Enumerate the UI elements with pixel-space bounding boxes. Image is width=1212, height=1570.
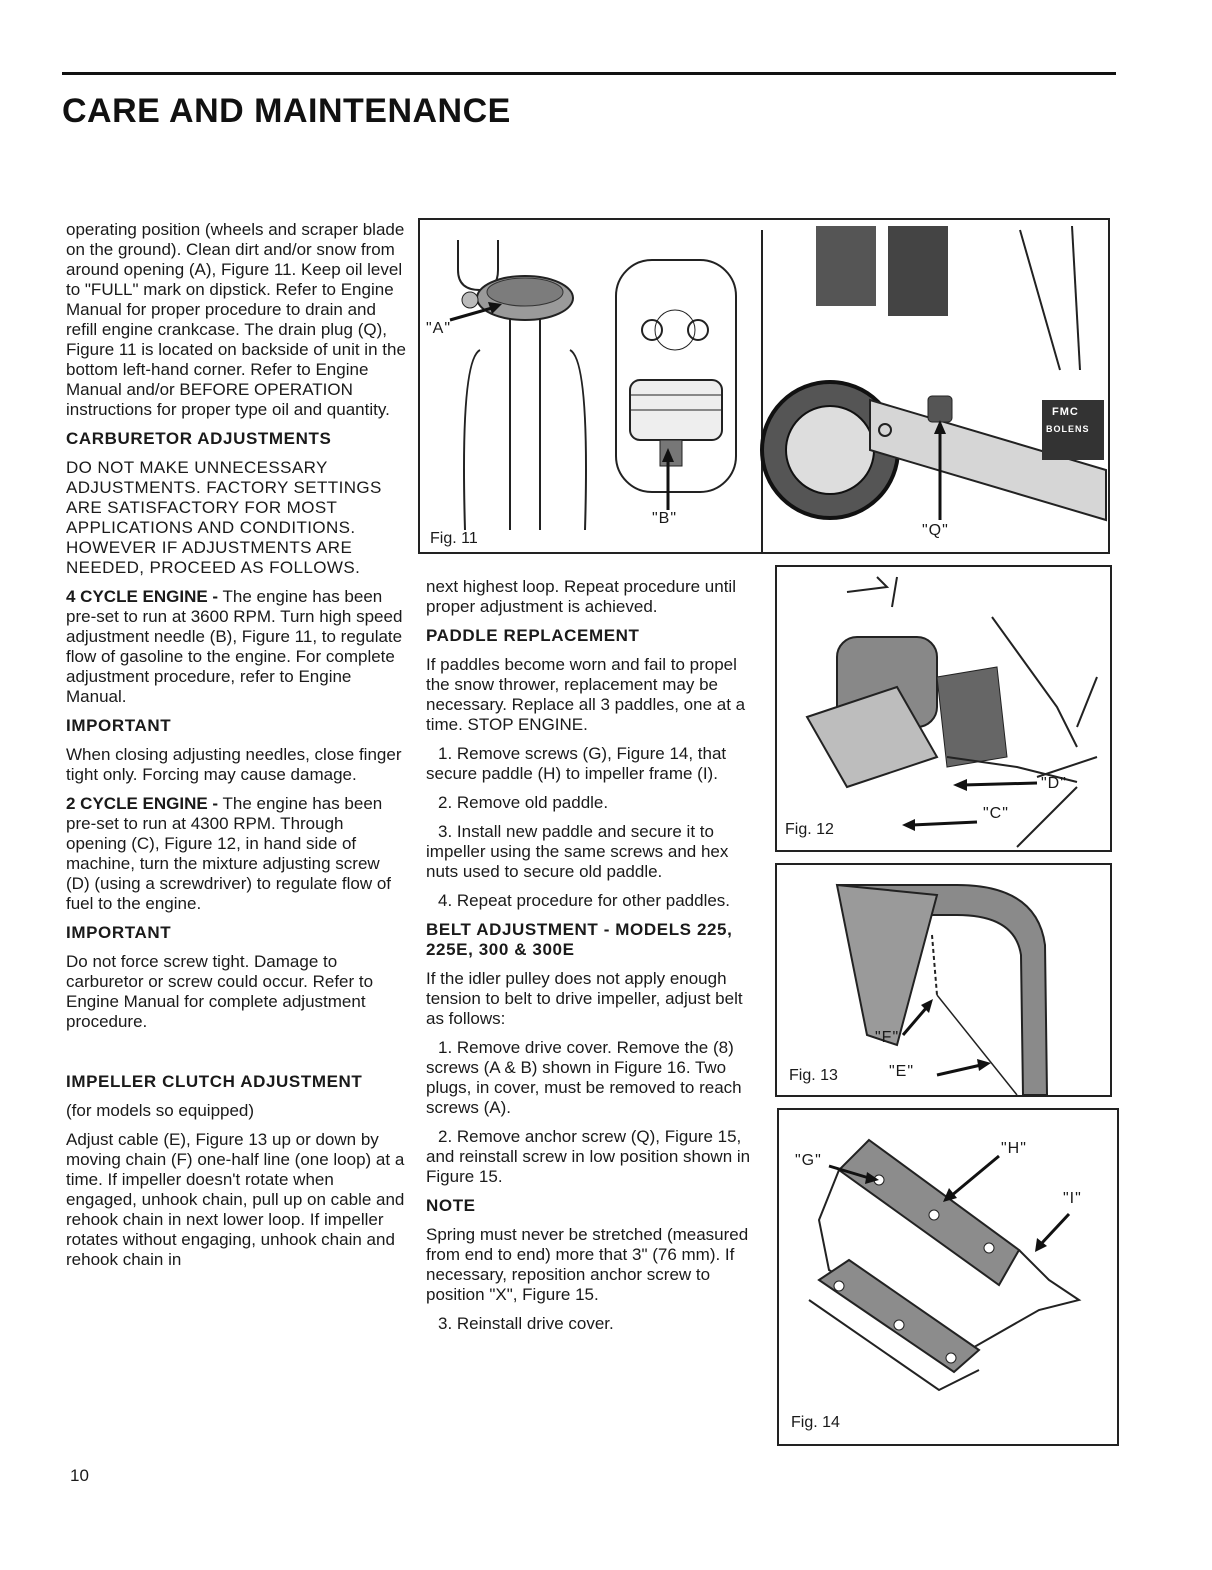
paddle-intro: If paddles become worn and fail to propel the snow thrower, replacement may be necessary. Replace all 3 paddles, one at a time. STOP ENGINE.	[426, 655, 746, 734]
important-heading-1: IMPORTANT	[66, 716, 172, 735]
figure-12-label-d: "D"	[1041, 775, 1067, 792]
important-text-2: Do not force screw tight. Damage to carburetor or screw could occur. Refer to Engine Manual for complete adjustment procedure.	[66, 952, 374, 1031]
paddle-step-2: 2. Remove old paddle.	[438, 793, 609, 812]
page-title: CARE AND MAINTENANCE	[62, 92, 511, 130]
four-cycle-lead: 4 CYCLE ENGINE -	[66, 587, 219, 606]
belt-step-2: 2. Remove anchor screw (Q), Figure 15, and reinstall screw in low position shown in Figure 15.	[426, 1127, 751, 1186]
figure-11-badge-bolens: BOLENS	[1046, 424, 1090, 434]
figure-13	[775, 863, 1112, 1097]
impeller-clutch-heading: IMPELLER CLUTCH ADJUSTMENT	[66, 1072, 363, 1091]
important-text-1: When closing adjusting needles, close finger tight only. Forcing may cause damage.	[66, 745, 402, 784]
cable-adjust-paragraph: Adjust cable (E), Figure 13 up or down by moving chain (F) one-half line (one loop) at a time. If impeller doesn't rotate when engaged, unhook chain, pull up on cable and rehook chain in next lower loop. If impeller rotates without engaging, unhook chain and rehook chain in	[66, 1130, 405, 1269]
belt-step-3: 3. Reinstall drive cover.	[438, 1314, 614, 1333]
figure-12-illustration	[777, 567, 1110, 850]
figure-12-label-c: "C"	[983, 805, 1009, 822]
note-text: Spring must never be stretched (measured from end to end) more that 3" (76 mm). If necessary, reposition anchor screw to position "X", Figure 15.	[426, 1225, 749, 1304]
figure-14	[777, 1108, 1119, 1446]
carburetor-heading: CARBURETOR ADJUSTMENTS	[66, 429, 332, 448]
figure-13-label-e: "E"	[889, 1063, 915, 1080]
figure-13-illustration	[777, 865, 1110, 1095]
four-cycle-paragraph	[66, 587, 406, 707]
adjustment-warning: DO NOT MAKE UNNECESSARY ADJUSTMENTS. FACTORY SETTINGS ARE SATISFACTORY FOR MOST APPLICATIONS AND CONDITIONS. HOWEVER IF ADJUSTMENTS ARE NEEDED, PROCEED AS FOLLOWS.	[66, 458, 382, 577]
two-cycle-paragraph	[66, 794, 406, 914]
belt-intro: If the idler pulley does not apply enough tension to belt to drive impeller, adjust belt as follows:	[426, 969, 743, 1028]
paddle-step-1: 1. Remove screws (G), Figure 14, that secure paddle (H) to impeller frame (I).	[426, 744, 727, 783]
two-cycle-text: The engine has been pre-set to run at 4300 RPM. Through opening (C), Figure 12, in hand side of machine, turn the mixture adjusting screw (D) (using a screwdriver) to regulate flow of fuel to the engine.	[66, 794, 392, 913]
paddle-step-4: 4. Repeat procedure for other paddles.	[438, 891, 731, 910]
figure-14-label-i: "I"	[1063, 1190, 1082, 1207]
figure-11-label-b: "B"	[652, 510, 678, 527]
figure-11-badge-fmc: FMC	[1052, 406, 1079, 418]
figure-14-caption: Fig. 14	[791, 1414, 840, 1431]
figure-11-caption: Fig. 11	[430, 530, 478, 547]
figure-12-caption: Fig. 12	[785, 821, 834, 838]
figure-11	[418, 218, 1110, 554]
left-text-column	[66, 220, 406, 1279]
note-heading: NOTE	[426, 1196, 476, 1215]
middle-text-column	[426, 577, 756, 1343]
figure-13-caption: Fig. 13	[789, 1067, 838, 1084]
figure-14-illustration	[779, 1110, 1117, 1444]
belt-step-1: 1. Remove drive cover. Remove the (8) screws (A & B) shown in Figure 16. Two plugs, in cover, must be removed to reach screws (A).	[426, 1038, 742, 1117]
important-heading-2: IMPORTANT	[66, 923, 172, 942]
figure-12	[775, 565, 1112, 852]
belt-adjustment-heading: BELT ADJUSTMENT - MODELS 225, 225E, 300 & 300E	[426, 920, 733, 959]
four-cycle-text: The engine has been pre-set to run at 3600 RPM. Turn high speed adjustment needle (B), Figure 11, to regulate flow of gasoline to the engine. For complete adjustment procedure, refer to Engine Manual.	[66, 587, 403, 706]
continued-paragraph: next highest loop. Repeat procedure until proper adjustment is achieved.	[426, 577, 736, 616]
models-note: (for models so equipped)	[66, 1101, 255, 1120]
figure-11-label-a: "A"	[426, 320, 452, 337]
figure-13-label-f: "F"	[875, 1029, 900, 1046]
oil-paragraph: operating position (wheels and scraper blade on the ground). Clean dirt and/or snow from around opening (A), Figure 11. Keep oil level to "FULL" mark on dipstick. Refer to Engine Manual for proper procedure to drain and refill engine crankcase. The drain plug (Q), Figure 11 is located on backside of unit in the bottom left-hand corner. Refer to Engine Manual and/or BEFORE OPERATION instructions for proper type oil and quantity.	[66, 220, 406, 419]
figure-11-label-q: "Q"	[922, 522, 949, 539]
header-rule	[62, 72, 1116, 75]
figure-14-label-h: "H"	[1001, 1140, 1027, 1157]
paddle-replacement-heading: PADDLE REPLACEMENT	[426, 626, 640, 645]
figure-11-illustration	[420, 220, 1108, 552]
figure-14-label-g: "G"	[795, 1152, 822, 1169]
paddle-step-3: 3. Install new paddle and secure it to impeller using the same screws and hex nuts used to secure old paddle.	[426, 822, 729, 881]
page-number: 10	[70, 1466, 89, 1485]
two-cycle-lead: 2 CYCLE ENGINE -	[66, 794, 219, 813]
